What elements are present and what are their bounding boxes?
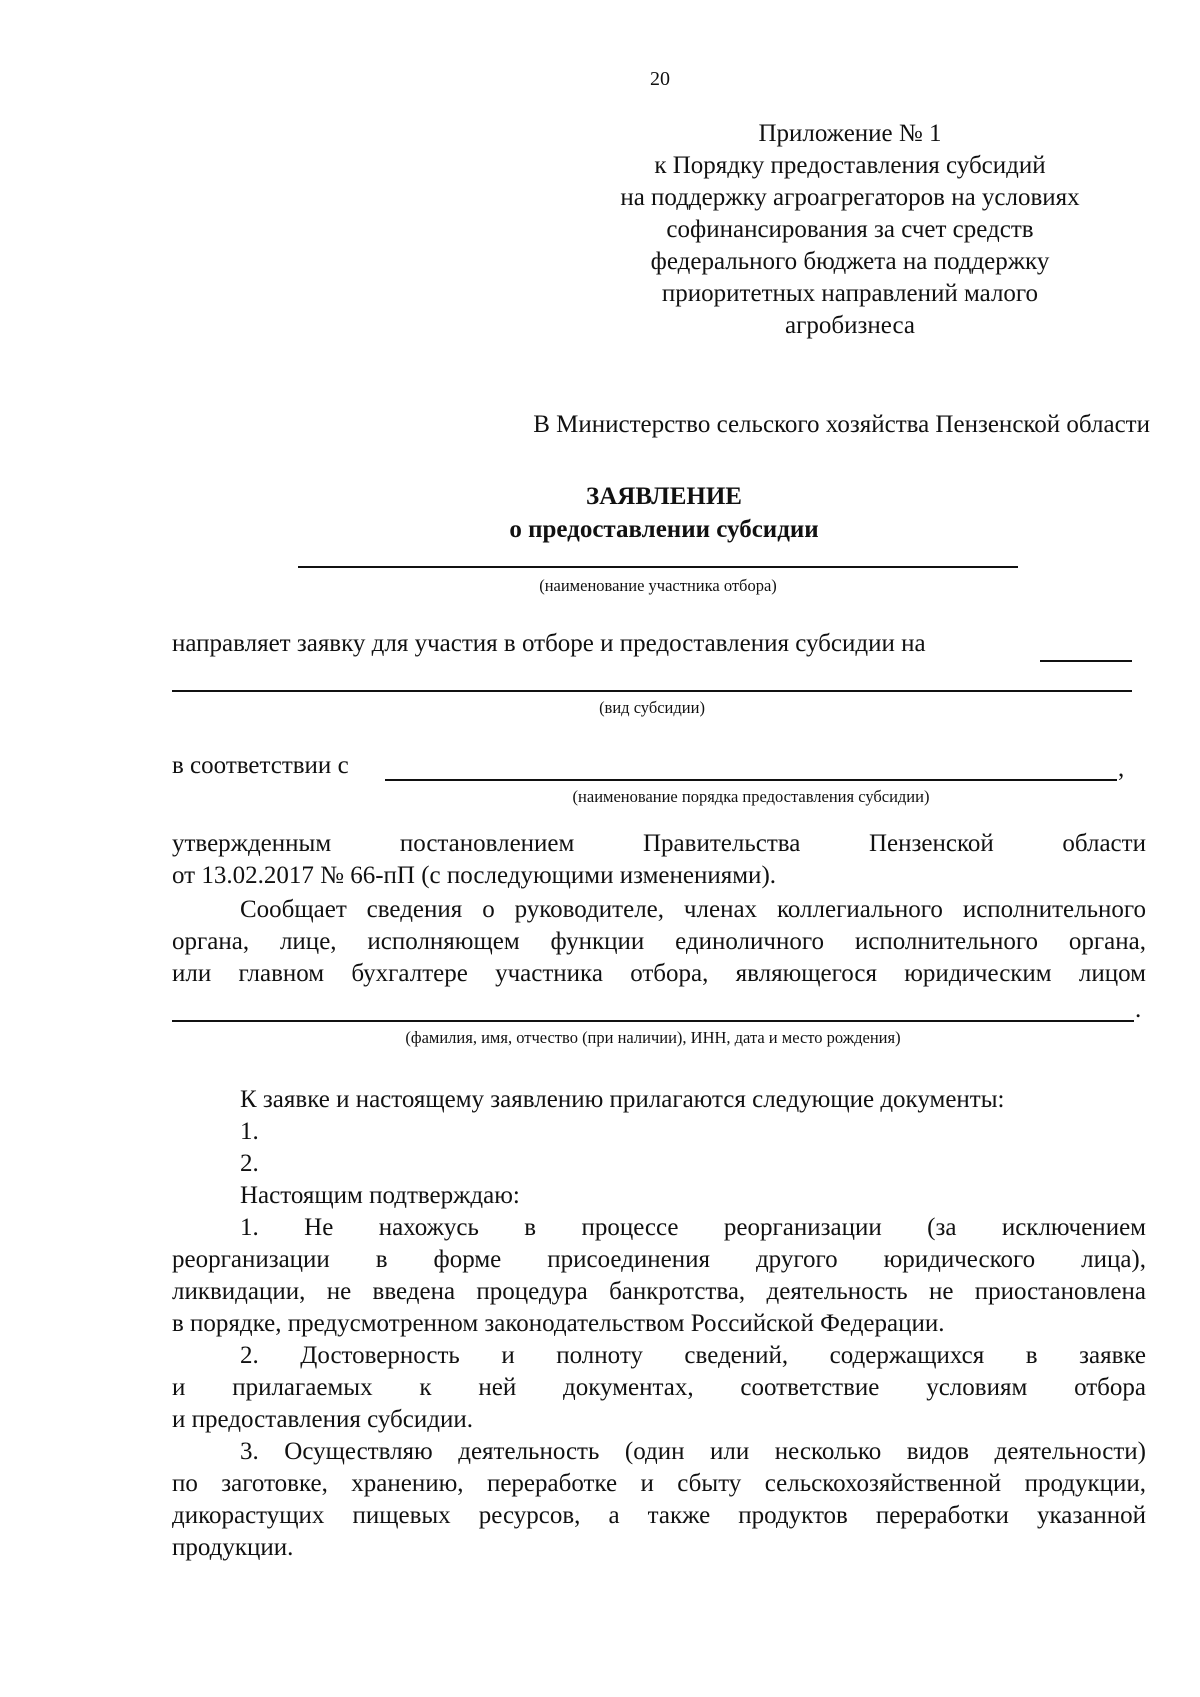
person-details-blank[interactable] <box>172 1020 1134 1022</box>
subsidy-blank-short[interactable] <box>1040 660 1132 662</box>
confirm-2-line: и прилагаемых к ней документах, соответствие условиям отбора <box>172 1374 1146 1401</box>
approved-word: утвержденным <box>172 830 332 857</box>
subsidy-type-caption: (вид субсидии) <box>599 698 705 717</box>
comma-mark: , <box>1118 755 1125 782</box>
confirm-3-line: дикорастущих пищевых ресурсов, а также продуктов переработки указанной <box>172 1502 1146 1529</box>
title-line: ЗАЯВЛЕНИЕ <box>586 483 742 510</box>
document-item: 2. <box>240 1150 259 1177</box>
sends-request-text: направляет заявку для участия в отборе и предоставления субсидии на <box>172 630 926 657</box>
according-to-text: в соответствии с <box>172 752 349 779</box>
approved-word: постановлением <box>399 830 575 857</box>
period-mark: . <box>1135 996 1142 1023</box>
appendix-line: софинансирования за счет средств <box>666 216 1034 243</box>
appendix-line: к Порядку предоставления субсидий <box>654 152 1046 179</box>
appendix-header <box>560 118 1140 342</box>
confirm-1-line: реорганизации в форме присоединения другого юридического лица), <box>172 1246 1146 1273</box>
appendix-line: федерального бюджета на поддержку <box>650 248 1050 275</box>
reports-line: органа, лице, исполняющем функции единоличного исполнительного органа, <box>172 928 1146 955</box>
reports-paragraph <box>172 894 1146 990</box>
confirm-3-line: продукции. <box>172 1534 294 1561</box>
confirm-1-line: в порядке, предусмотренном законодательством Российской Федерации. <box>172 1310 945 1337</box>
subsidy-type-blank[interactable] <box>172 690 1132 692</box>
participant-name-caption: (наименование участника отбора) <box>539 576 777 595</box>
approved-line <box>172 830 1146 858</box>
approved-word: области <box>1062 830 1146 857</box>
document-item: 1. <box>240 1118 259 1145</box>
documents-intro: К заявке и настоящему заявлению прилагаются следующие документы: <box>240 1086 1005 1113</box>
approved-word: Пензенской <box>868 830 994 857</box>
confirm-1-line: ликвидации, не введена процедура банкротства, деятельность не приостановлена <box>172 1278 1146 1305</box>
addressee: В Министерство сельского хозяйства Пензенской области <box>533 411 1150 438</box>
confirm-2-line: 2. Достоверность и полноту сведений, содержащихся в заявке <box>240 1342 1146 1369</box>
person-details-caption: (фамилия, имя, отчество (при наличии), ИНН, дата и место рождения) <box>405 1028 901 1047</box>
appendix-line: Приложение № 1 <box>758 120 942 147</box>
procedure-name-blank[interactable] <box>385 779 1117 781</box>
documents-block <box>172 1084 1146 1564</box>
participant-name-blank[interactable] <box>298 566 1018 568</box>
appendix-line: приоритетных направлений малого <box>661 280 1039 307</box>
title-subline: о предоставлении субсидии <box>509 516 819 543</box>
approved-line-2: от 13.02.2017 № 66-пП (с последующими изменениями). <box>172 862 777 889</box>
confirm-1-line: 1. Не нахожусь в процессе реорганизации (за исключением <box>240 1214 1146 1241</box>
confirm-3-line: 3. Осуществляю деятельность (один или несколько видов деятельности) <box>240 1438 1146 1465</box>
appendix-line: на поддержку агроагрегаторов на условиях <box>620 184 1080 211</box>
approved-word: Правительства <box>643 830 801 857</box>
appendix-line: агробизнеса <box>785 312 915 339</box>
document-title <box>178 480 1150 546</box>
confirm-3-line: по заготовке, хранению, переработке и сбыту сельскохозяйственной продукции, <box>172 1470 1146 1497</box>
reports-line: или главном бухгалтере участника отбора, являющегося юридическим лицом <box>172 960 1146 987</box>
procedure-name-caption: (наименование порядка предоставления субсидии) <box>572 787 930 806</box>
confirm-intro: Настоящим подтверждаю: <box>240 1182 520 1209</box>
reports-line: Сообщает сведения о руководителе, членах коллегиального исполнительного <box>240 896 1146 923</box>
page-number: 20 <box>650 68 670 90</box>
confirm-2-line: и предоставления субсидии. <box>172 1406 473 1433</box>
